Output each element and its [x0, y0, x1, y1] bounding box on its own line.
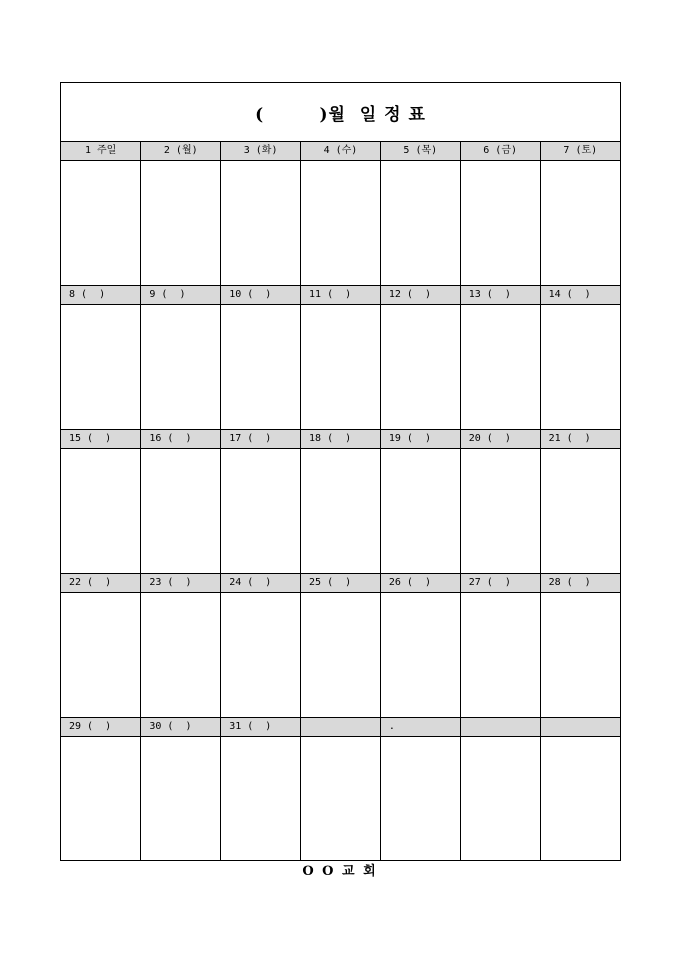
date-label-cell: .	[380, 718, 460, 737]
date-label-cell	[301, 718, 381, 737]
date-header-row	[61, 574, 620, 593]
date-label-cell	[540, 718, 620, 737]
schedule-cell	[221, 449, 301, 574]
date-header-row	[61, 142, 620, 161]
schedule-cell	[540, 449, 620, 574]
date-label-cell: 27 ( )	[460, 574, 540, 593]
date-label-cell: 30 ( )	[141, 718, 221, 737]
date-label-cell: 2 (월)	[141, 142, 221, 161]
schedule-cell	[221, 737, 301, 861]
date-label-cell: 12 ( )	[380, 286, 460, 305]
date-label-cell: 11 ( )	[301, 286, 381, 305]
date-label-cell: 1 주일	[61, 142, 141, 161]
schedule-cell	[221, 161, 301, 286]
date-label-cell: 17 ( )	[221, 430, 301, 449]
schedule-row	[61, 305, 620, 430]
schedule-cell	[301, 737, 381, 861]
date-label-cell: 24 ( )	[221, 574, 301, 593]
schedule-cell	[460, 593, 540, 718]
schedule-cell	[380, 737, 460, 861]
date-label-cell: 19 ( )	[380, 430, 460, 449]
schedule-cell	[380, 161, 460, 286]
schedule-cell	[380, 593, 460, 718]
schedule-row	[61, 449, 620, 574]
date-label-cell: 10 ( )	[221, 286, 301, 305]
schedule-cell	[460, 449, 540, 574]
schedule-row	[61, 737, 620, 861]
schedule-cell	[141, 737, 221, 861]
schedule-cell	[61, 737, 141, 861]
date-label-cell: 13 ( )	[460, 286, 540, 305]
calendar-sheet	[60, 82, 621, 861]
title-row	[61, 83, 620, 142]
date-label-cell: 14 ( )	[540, 286, 620, 305]
date-label-cell: 7 (토)	[540, 142, 620, 161]
schedule-cell	[61, 449, 141, 574]
date-label-cell: 18 ( )	[301, 430, 381, 449]
schedule-row	[61, 161, 620, 286]
date-label-cell: 3 (화)	[221, 142, 301, 161]
schedule-cell	[221, 593, 301, 718]
schedule-row	[61, 593, 620, 718]
schedule-cell	[380, 305, 460, 430]
date-label-cell: 26 ( )	[380, 574, 460, 593]
schedule-cell	[221, 305, 301, 430]
date-label-cell: 22 ( )	[61, 574, 141, 593]
schedule-cell	[61, 305, 141, 430]
schedule-cell	[141, 161, 221, 286]
date-label-cell: 23 ( )	[141, 574, 221, 593]
page-title: ( )월 일 정 표	[255, 104, 426, 125]
schedule-cell	[301, 305, 381, 430]
date-header-row	[61, 286, 620, 305]
schedule-cell	[301, 593, 381, 718]
date-label-cell: 31 ( )	[221, 718, 301, 737]
date-label-cell: 20 ( )	[460, 430, 540, 449]
calendar-grid	[61, 142, 620, 860]
schedule-cell	[540, 161, 620, 286]
schedule-cell	[540, 593, 620, 718]
church-name: O O 교 회	[302, 864, 378, 879]
date-label-cell: 5 (목)	[380, 142, 460, 161]
date-label-cell: 29 ( )	[61, 718, 141, 737]
schedule-cell	[540, 737, 620, 861]
schedule-cell	[380, 449, 460, 574]
date-header-row	[61, 430, 620, 449]
schedule-cell	[301, 449, 381, 574]
schedule-cell	[61, 161, 141, 286]
schedule-cell	[61, 593, 141, 718]
date-label-cell: 21 ( )	[540, 430, 620, 449]
date-label-cell	[460, 718, 540, 737]
date-label-cell: 16 ( )	[141, 430, 221, 449]
date-label-cell: 4 (수)	[301, 142, 381, 161]
schedule-cell	[141, 593, 221, 718]
date-label-cell: 28 ( )	[540, 574, 620, 593]
schedule-cell	[460, 737, 540, 861]
schedule-cell	[141, 449, 221, 574]
schedule-cell	[301, 161, 381, 286]
date-label-cell: 8 ( )	[61, 286, 141, 305]
date-label-cell: 6 (금)	[460, 142, 540, 161]
schedule-cell	[540, 305, 620, 430]
schedule-cell	[141, 305, 221, 430]
date-label-cell: 9 ( )	[141, 286, 221, 305]
date-label-cell: 25 ( )	[301, 574, 381, 593]
date-label-cell: 15 ( )	[61, 430, 141, 449]
schedule-cell	[460, 161, 540, 286]
date-header-row	[61, 718, 620, 737]
schedule-cell	[460, 305, 540, 430]
